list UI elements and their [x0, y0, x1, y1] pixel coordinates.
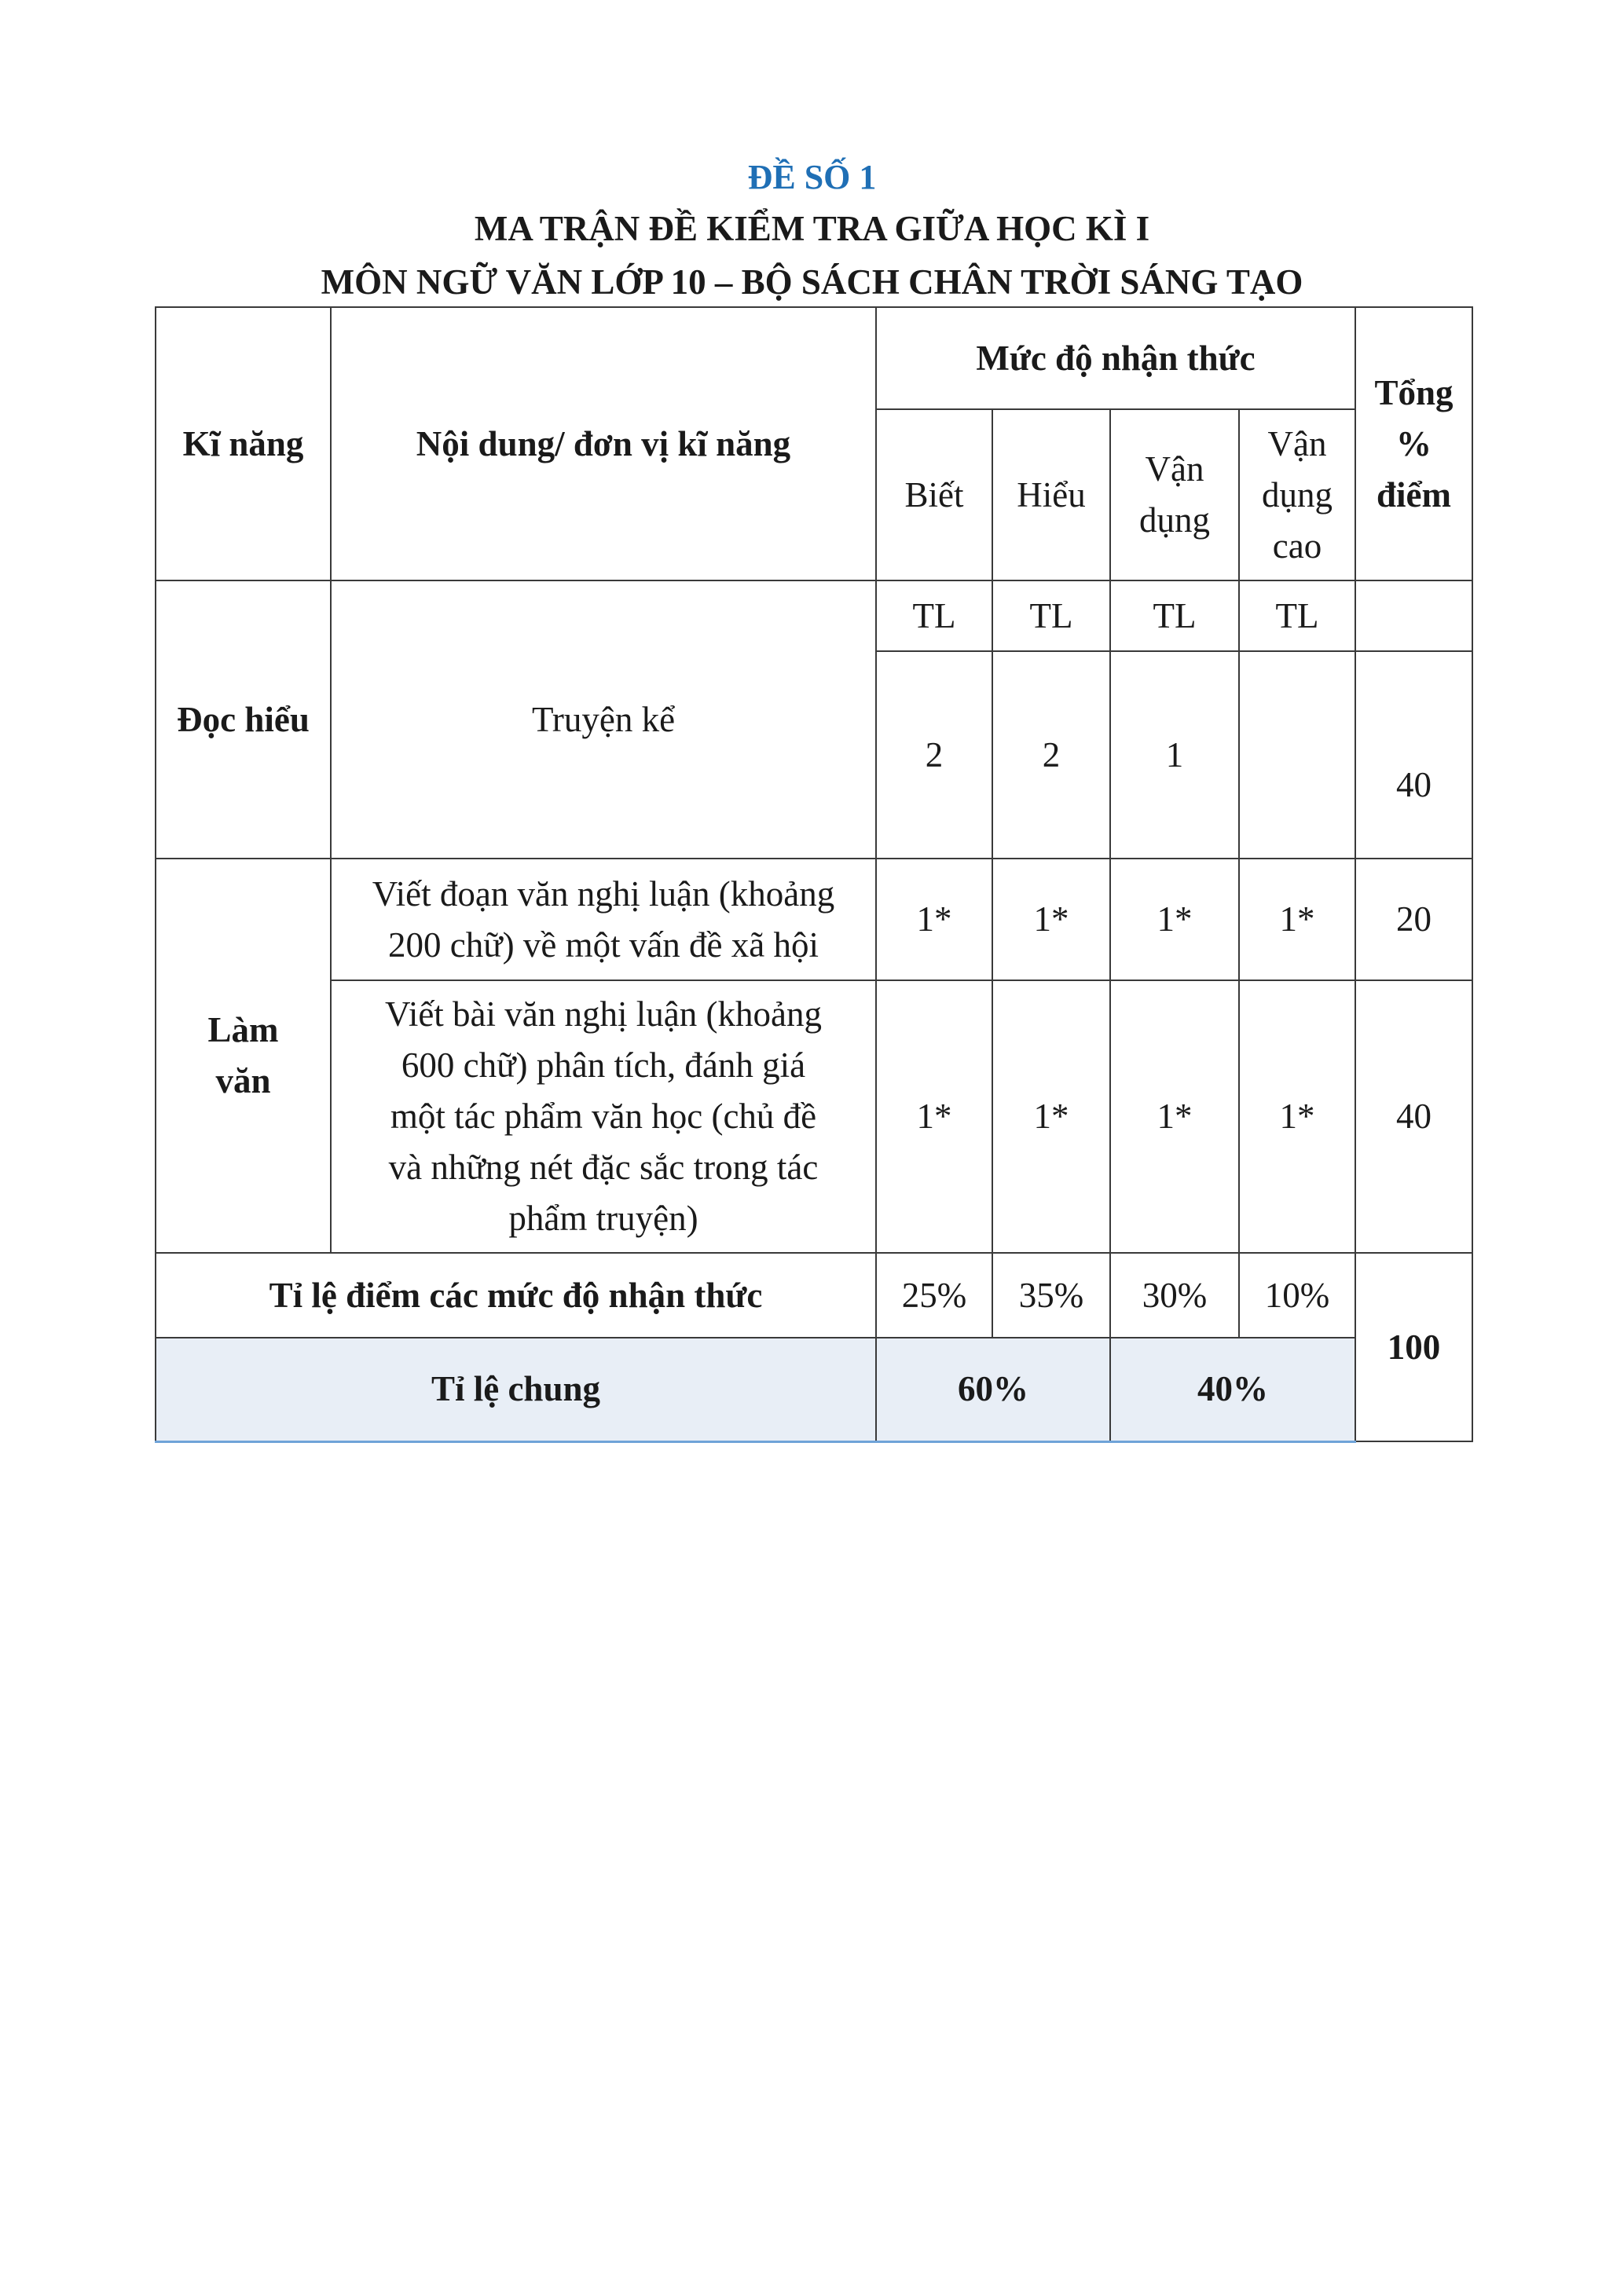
exam-matrix-table [155, 306, 1473, 1443]
level-apply-high [1239, 409, 1355, 580]
ratio-understand: 35% [992, 1253, 1110, 1338]
reading-total: 40 [1355, 651, 1472, 859]
writing-content-2 [331, 980, 876, 1253]
level-apply [1110, 409, 1239, 580]
reading-count-apply-high [1239, 651, 1355, 859]
writing-1-understand: 1* [992, 859, 1110, 980]
reading-count-know: 2 [876, 651, 992, 859]
writing-skill-line2: văn [215, 1061, 271, 1100]
writing-content-2-line5: phẩm truyện) [508, 1199, 698, 1238]
grand-total: 100 [1355, 1253, 1472, 1441]
writing-content-2-line3: một tác phẩm văn học (chủ đề [390, 1097, 817, 1136]
level-apply-high-line2: dụng [1262, 474, 1333, 514]
header-total-line1: Tổng [1374, 372, 1454, 412]
reading-content: Truyện kể [331, 580, 876, 859]
writing-content-1-line1: Viết đoạn văn nghị luận (khoảng [372, 873, 835, 914]
header-levels-group: Mức độ nhận thức [876, 307, 1355, 409]
reading-type-total [1355, 580, 1472, 651]
ratio-apply-high: 10% [1239, 1253, 1355, 1338]
writing-content-1 [331, 859, 876, 980]
matrix-title: MA TRẬN ĐỀ KIỂM TRA GIỮA HỌC KÌ I [474, 209, 1150, 248]
writing-content-2-line1: Viết bài văn nghị luận (khoảng [385, 994, 822, 1034]
writing-2-understand: 1* [992, 980, 1110, 1253]
header-total-line3: điểm [1377, 474, 1451, 514]
reading-type-row [156, 580, 1472, 651]
level-apply-line2: dụng [1139, 500, 1210, 540]
ratio-label: Tỉ lệ điểm các mức độ nhận thức [156, 1253, 876, 1338]
writing-content-1-line2: 200 chữ) về một vấn đề xã hội [388, 925, 819, 965]
reading-type-apply-high: TL [1239, 580, 1355, 651]
header-skill: Kĩ năng [156, 307, 331, 580]
writing-content-2-line4: và những nét đặc sắc trong tác [388, 1148, 819, 1187]
exam-number: ĐỀ SỐ 1 [747, 158, 877, 196]
reading-skill: Đọc hiểu [156, 580, 331, 859]
writing-2-total: 40 [1355, 980, 1472, 1253]
level-apply-high-line3: cao [1272, 525, 1322, 566]
writing-row-1 [156, 859, 1472, 980]
writing-2-apply: 1* [1110, 980, 1239, 1253]
writing-2-know: 1* [876, 980, 992, 1253]
writing-skill-line1: Làm [207, 1010, 279, 1049]
writing-1-know: 1* [876, 859, 992, 980]
level-know: Biết [876, 409, 992, 580]
general-apply: 40% [1110, 1338, 1355, 1441]
level-understand: Hiểu [992, 409, 1110, 580]
general-row [156, 1338, 1472, 1441]
ratio-row [156, 1253, 1472, 1338]
header-content: Nội dung/ đơn vị kĩ năng [331, 307, 876, 580]
header-row [156, 307, 1472, 409]
title-block [0, 153, 1624, 309]
reading-type-understand: TL [992, 580, 1110, 651]
reading-count-apply: 1 [1110, 651, 1239, 859]
writing-1-apply: 1* [1110, 859, 1239, 980]
reading-type-know: TL [876, 580, 992, 651]
writing-skill [156, 859, 331, 1253]
level-apply-high-line1: Vận [1267, 423, 1327, 463]
header-total [1355, 307, 1472, 580]
writing-row-2 [156, 980, 1472, 1253]
writing-2-apply-high: 1* [1239, 980, 1355, 1253]
writing-1-apply-high: 1* [1239, 859, 1355, 980]
header-total-line2: % [1396, 423, 1432, 463]
general-know-understand: 60% [876, 1338, 1110, 1441]
reading-type-apply: TL [1110, 580, 1239, 651]
general-label: Tỉ lệ chung [156, 1338, 876, 1441]
subject-title: MÔN NGỮ VĂN LỚP 10 – BỘ SÁCH CHÂN TRỜI SÁNG TẠO [321, 262, 1303, 302]
ratio-know: 25% [876, 1253, 992, 1338]
reading-count-understand: 2 [992, 651, 1110, 859]
writing-1-total: 20 [1355, 859, 1472, 980]
writing-content-2-line2: 600 chữ) phân tích, đánh giá [401, 1045, 806, 1085]
level-apply-line1: Vận [1145, 449, 1204, 489]
ratio-apply: 30% [1110, 1253, 1239, 1338]
